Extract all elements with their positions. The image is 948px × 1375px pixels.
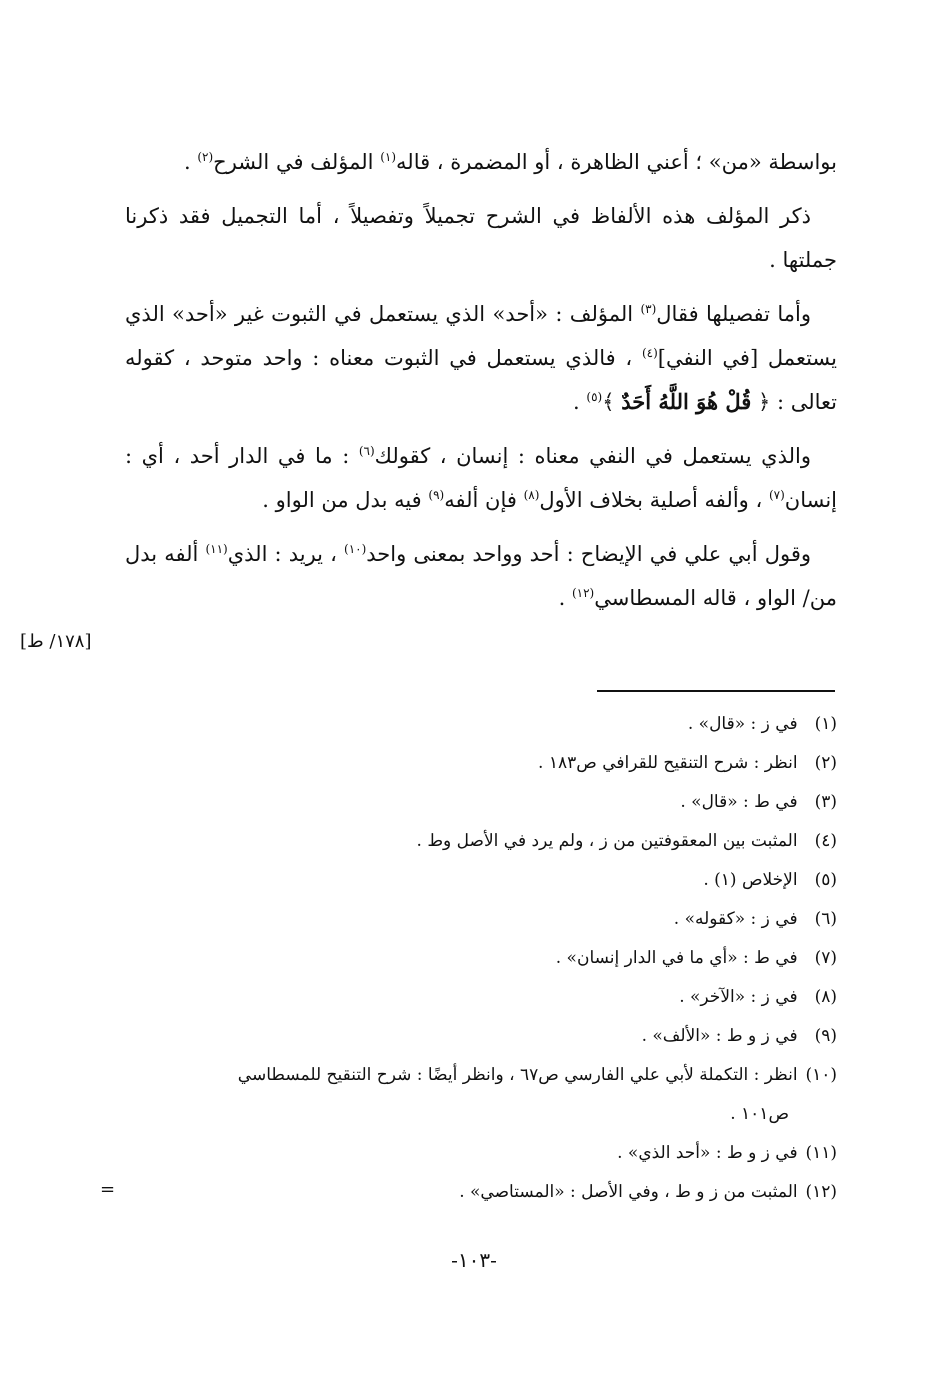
footnote-ref-5[interactable]: (٥) (586, 390, 603, 404)
footnote-8: (٨) في ز : «الآخر» . (679, 987, 837, 1007)
footnote-4: (٤) المثبت بين المعقوفتين من ز ، ولم يرد في الأصل وط . (416, 831, 837, 851)
footnote-10: (١٠) انظر : التكملة لأبي علي الفارسي ص٦٧ ، وانظر أيضًا : شرح التنقيح للمسطاسي (237, 1065, 837, 1085)
footnote-ref-7[interactable]: (٧) (768, 488, 785, 502)
footnote-ref-4[interactable]: (٤) (641, 346, 658, 360)
page-number: -١٠٣- (451, 1248, 497, 1272)
footnote-11: (١١) في ز و ط : «أحد الذي» . (617, 1143, 837, 1163)
paragraph-1: بواسطة «من» ؛ أعني الظاهرة ، أو المضمرة ، قاله$^{(١)}$ المؤلف في الشرح$^{(٢)}$ . (183, 150, 837, 174)
footnote-ref-9[interactable]: (٩) (428, 488, 445, 502)
footnote-6: (٦) في ز : «كقوله» . (673, 909, 837, 929)
paragraph-5: وقول أبي علي في الإيضاح : أحد وواحد بمعنى واحد$^{(١٠)}$ ، يريد : الذي$^{(١١)}$ ألفه بدل من/ الواو ، قاله المسطاسي$^{(١٢)}$ . (125, 542, 837, 610)
footnote-ref-10[interactable]: (١٠) (344, 542, 367, 556)
quran-verse: قُلْ هُوَ اللَّهُ أَحَدٌ (621, 389, 752, 414)
footnote-ref-6[interactable]: (٦) (358, 444, 375, 458)
footnote-5: (٥) الإخلاص (١) . (703, 870, 837, 890)
footnote-ref-8[interactable]: (٨) (523, 488, 540, 502)
main-text (125, 140, 837, 630)
manuscript-folio-note: [١٧٨/ ط] (20, 631, 92, 652)
footnote-ref-1[interactable]: (١) (380, 150, 397, 164)
footnotes-section (125, 705, 837, 1212)
paragraph-4: والذي يستعمل في النفي معناه : إنسان ، كقولك$^{(٦)}$ : ما في الدار أحد ، أي : إنسان$^{(٧)}$ ، وألفه أصلية بخلاف الأول$^{(٨)}$ فإن ألفه$^{(٩)}$ فيه بدل من الواو . (125, 444, 837, 512)
footnote-2: (٢) انظر : شرح التنقيح للقرافي ص١٨٣ . (538, 753, 837, 773)
paragraph-3: وأما تفصيلها فقال$^{(٣)}$ المؤلف : «أحد» الذي يستعمل في الثبوت غير «أحد» الذي يستعمل [في النفي]$^{(٤)}$ ، فالذي يستعمل في الثبوت معناه : واحد متوحد ، كقوله تعالى : ﴿ قُلْ هُوَ اللَّهُ أَحَدٌ ﴾$^{(٥)}$ . (125, 302, 837, 414)
footnote-ref-11[interactable]: (١١) (205, 542, 228, 556)
footnote-3: (٣) في ط : «قال» . (680, 792, 837, 812)
footnote-9: (٩) في ز و ط : «الألف» . (641, 1026, 837, 1046)
continuation-mark: = (100, 1179, 116, 1200)
paragraph-2: ذكر المؤلف هذه الألفاظ في الشرح تجميلاً وتفصيلاً ، أما التجميل فقد ذكرنا جملتها . (125, 204, 837, 272)
footnote-7: (٧) في ط : «أي ما في الدار إنسان» . (555, 948, 837, 968)
footnote-ref-12[interactable]: (١٢) (571, 586, 595, 600)
footnote-separator (597, 690, 835, 692)
footnote-ref-3[interactable]: (٣) (640, 302, 657, 316)
footnote-10-continuation: ص١٠١ . (730, 1104, 789, 1124)
footnote-1: (١) في ز : «قال» . (687, 714, 837, 734)
footnote-ref-2[interactable]: (٢) (197, 150, 214, 164)
footnote-12: (١٢) المثبت من ز و ط ، وفي الأصل : «المستاصي» . (459, 1182, 837, 1202)
